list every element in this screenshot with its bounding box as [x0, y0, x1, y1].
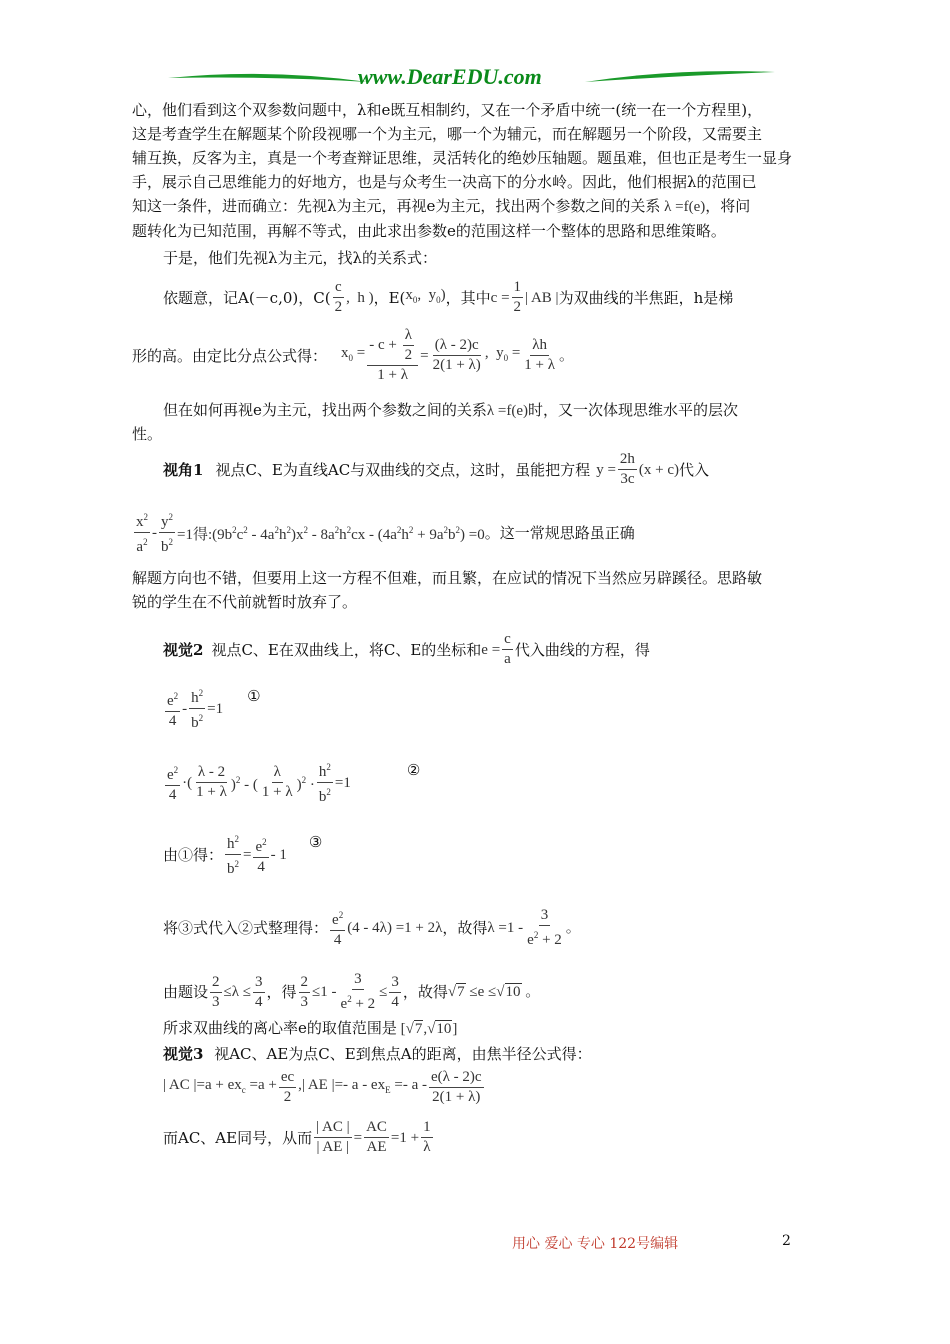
view1-label: 视角1: [163, 460, 204, 479]
paragraph-intro: [132, 98, 792, 243]
range-result: 所求双曲线的离心率e的取值范围是 [√7,√10]: [163, 1019, 458, 1037]
text-line: 手，展示自己思维能力的好地方，也是与众考生一决高下的分水岭。因此，他们根据λ的范围已: [132, 173, 757, 191]
formula-x0-simplified: $\frac{(\lambda - 2)c}{2(1 + \lambda)}$: [432, 337, 481, 373]
formula-x0: - c + $\frac{\lambda}{2}$ 1 + λ: [367, 326, 418, 385]
equation-2: $\frac{e^2}{4}$ ·( $\frac{\lambda - 2}{1 + \lambda}$ )$^2$ - ( $\frac{\lambda}{1 + \lambda}$ )$^2$ · $\frac{h^2}{b^2}$ =1 ②: [163, 758, 420, 807]
page-number: 2: [782, 1233, 791, 1249]
circled-3: ③: [308, 833, 323, 851]
formula-lambda-fe: λ =f(e): [660, 199, 706, 215]
header-swoosh-left-icon: [168, 68, 368, 88]
view2-label: 视觉2: [163, 640, 204, 659]
header-url[interactable]: www.DearEDU.com: [358, 64, 542, 89]
circled-2: ②: [406, 761, 421, 779]
footer-text: 用心 爱心 专心 122号编辑: [512, 1236, 679, 1252]
circled-1: ①: [247, 687, 261, 705]
formula-y0: $\frac{\lambda h}{1 + \lambda}$: [524, 337, 556, 373]
view1-block: 视角1 视点C、E为直线AC与双曲线的交点，这时，虽能把方程 y = $\frac{2h}{3c}$ (x + c) 代入: [163, 451, 710, 487]
formula-line-ac: $\frac{2h}{3c}$: [619, 451, 635, 487]
equation-1: $\frac{e^2}{4}$ - $\frac{h^2}{b^2}$ =1 ①: [163, 684, 261, 733]
header-swoosh-right-icon: [585, 68, 775, 88]
text-line: 锐的学生在不代前就暂时放弃了。: [132, 593, 358, 611]
view3-label: 视觉3: [163, 1045, 204, 1063]
paragraph-lambda-first: 于是，他们先视λ为主元，找λ的关系式：: [163, 249, 438, 267]
text-line: 解题方向也不错，但要用上这一方程不但难，而且繁，在应试的情况下当然应另辟蹊径。思路敏: [132, 569, 763, 587]
equation-range: 由题设 $\frac{2}{3}$ ≤λ ≤ $\frac{3}{4}$ ，得 $\frac{2}{3}$ ≤1 - $\frac{3}{e^2 + 2}$ ≤ $\frac{3}{4}$ ，故得 √7 ≤e ≤√10 。: [163, 971, 541, 1012]
paragraph-ratio: 形的高。由定比分点公式得： $x_0$ = - c + $\frac{\lambda}{2}$ 1 + λ = $\frac{(\lambda - 2)c}{2(1 + \lambda)}$ , $y_0$ = $\frac{\lambda h}{1 + \lambda}$ 。: [132, 327, 575, 383]
formula-one-half: $\frac{1}{2}$: [513, 279, 522, 315]
text-line: 这是考查学生在解题某个阶段视哪一个为主元，哪一个为辅元，而在解题另一个阶段，又需要主: [132, 125, 763, 143]
equation-focal: | AC $|=a + ex_c =a$ + $\frac{ec}{2}$ ,| AE |=- $a - ex_E =- a$ - $\frac{e(\lambda - 2)c}{2(1 + \lambda)}$: [163, 1069, 482, 1105]
view3-block: 视觉3 视AC、AE为点C、E到焦点A的距离，由焦半径公式得：: [163, 1045, 592, 1063]
view2-block: 视觉2 视点C、E在双曲线上，将C、E的坐标和 e = $\frac{c}{a}$ 代入曲线的方程，得: [163, 631, 650, 667]
formula-c-half: $\frac{c}{2}$: [334, 279, 343, 315]
equation-subst: 将③式代入②式整理得： $\frac{e^2}{4}$ (4 - 4λ) =1 + 2λ ，故得 λ =1 - $\frac{3}{e^2 + 2}$ 。: [163, 907, 581, 948]
equation-3: 由①得： $\frac{h^2}{b^2}$ = $\frac{e^2}{4}$ - 1 ③: [163, 830, 322, 879]
text-line: 心，他们看到这个双参数问题中，λ和e既互相制约，又在一个矛盾中统一(统一在一个方程里)，: [132, 101, 763, 119]
text-line: 知这一条件，进而确立：先视λ为主元，再视e为主元，找出两个参数之间的关系 λ =f(e)，将问: [132, 197, 751, 215]
text-line: 性。: [132, 425, 163, 443]
paragraph-setup: 依题意，记A(－c,0)，C( $\frac{c}{2}$ , h ) ，E( $x_0$, $y_0$) ，其中 c = $\frac{1}{2}$ | AB | 为双曲线的半焦距，h是梯: [163, 279, 734, 315]
equation-ratio: 而AC、AE同号，从而 $\frac{| AC |}{| AE |}$ = $\frac{AC}{AE}$ =1 + $\frac{1}{\lambda}$: [163, 1119, 431, 1155]
view1-equation: $\frac{x^2}{a^2}$ - $\frac{y^2}{b^2}$ =1得$:(9b^2c^2 - 4a^2h^2)x^2 - 8a^2h^2cx - (4a^2h^2 + 9a^2b^2) =0$ 。这一常规思路虽正确: [132, 508, 635, 557]
text-line: 题转化为已知范围，再解不等式，由此求出参数e的范围这样一个整体的思路和思维策略。: [132, 222, 726, 240]
text-line: 辅互换，反客为主，真是一个考查辩证思维，灵活转化的绝妙压轴题。题虽难，但也正是考生一显身: [132, 149, 793, 167]
paragraph-e-main: 但在如何再视e为主元，找出两个参数之间的关系λ =f(e)时，又一次体现思维水平的层次: [163, 401, 739, 419]
header-banner: [150, 62, 790, 96]
